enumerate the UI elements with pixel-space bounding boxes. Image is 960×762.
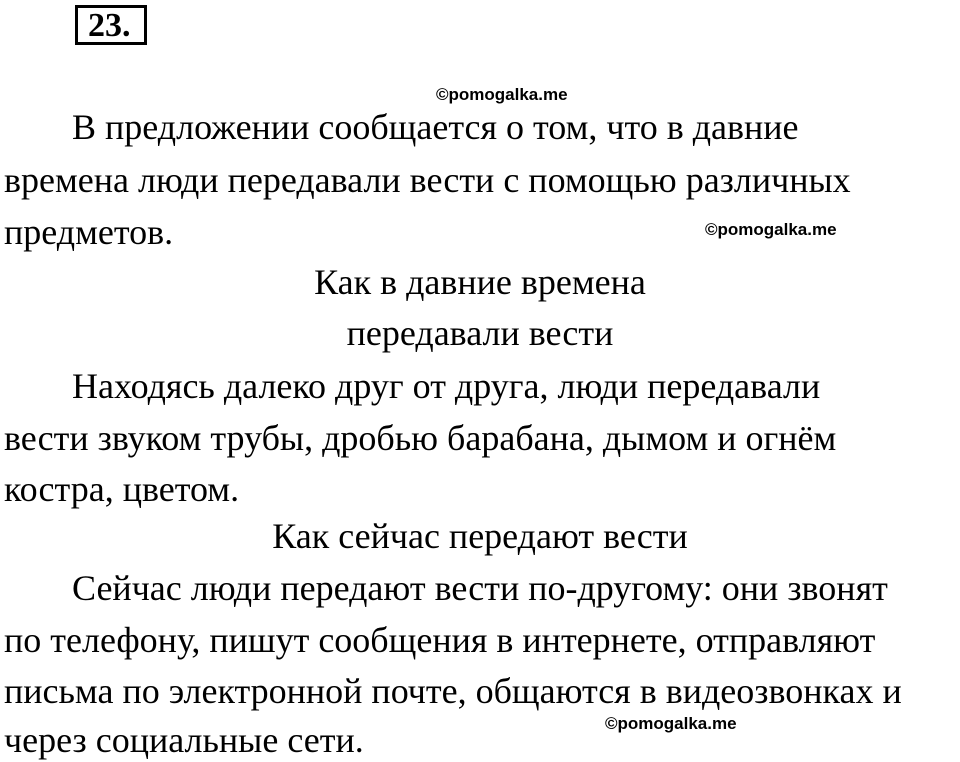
paragraph1-line1: В предложении сообщается о том, что в давние: [72, 107, 799, 147]
watermark-top: ©pomogalka.me: [436, 85, 568, 104]
heading1-line1: Как в давние времена: [314, 262, 646, 302]
task-number-box: [75, 5, 147, 45]
heading1-line2: передавали вести: [346, 313, 614, 353]
paragraph2-line2: вести звуком трубы, дробью барабана, дымом и огнём: [4, 418, 837, 458]
watermark-middle: ©pomogalka.me: [705, 220, 837, 239]
paragraph2-line1: Находясь далеко друг от друга, люди передавали: [72, 366, 821, 406]
paragraph2-line3: костра, цветом.: [4, 469, 240, 509]
paragraph3-line2: по телефону, пишут сообщения в интернете, отправляют: [4, 620, 876, 660]
paragraph3-line4: через социальные сети.: [4, 720, 364, 760]
paragraph1-line3: предметов.: [4, 212, 174, 252]
paragraph3-line1: Сейчас люди передают вести по-другому: они звонят: [72, 568, 888, 608]
heading2: Как сейчас передают вести: [272, 516, 688, 556]
paragraph1-line2: времена люди передавали вести с помощью различных: [4, 160, 851, 200]
paragraph3-line3: письма по электронной почте, общаются в видеозвонках и: [4, 671, 902, 711]
watermark-bottom: ©pomogalka.me: [605, 714, 737, 733]
task-number: 23.: [88, 7, 131, 44]
